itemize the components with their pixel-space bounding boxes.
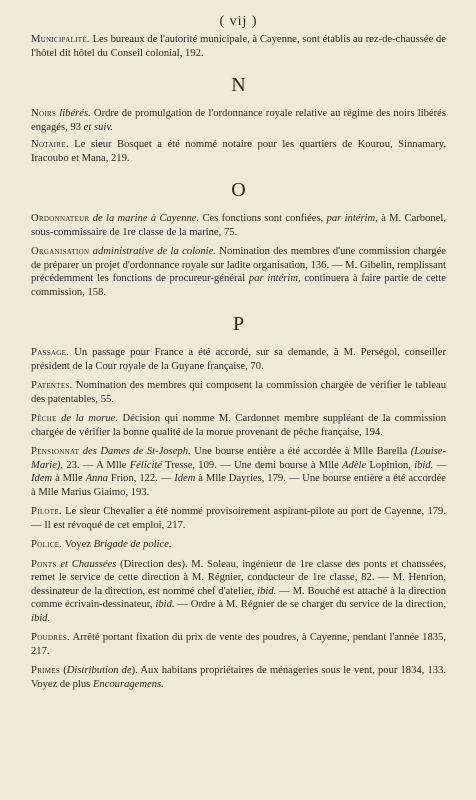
entry-ponts bbox=[31, 558, 446, 626]
entry-pilote bbox=[31, 505, 446, 532]
entry-head: Pilote. bbox=[31, 506, 62, 517]
section-letter-o: O bbox=[231, 179, 246, 201]
entry-text: Le sieur Chevalier a été nommé provisoirement aspirant-pilote au port de Cayenne, 179. — Il est révoqué de cet emploi, 217. bbox=[31, 506, 446, 531]
entry-text: — Ordre à M. Régnier de se charger du service de la direction, bbox=[174, 599, 446, 610]
section-letter-n: N bbox=[231, 74, 246, 96]
entry-notaire bbox=[31, 138, 446, 165]
entry-text: , à M. Carbonel, sous-commissaire de 1re classe de la marine, 75. bbox=[31, 213, 446, 238]
entry-text: , 23. — A Mlle bbox=[60, 459, 130, 471]
entry-head-italic: de la marine à Cayenne. bbox=[89, 213, 200, 224]
entry-italic: par intérim bbox=[326, 213, 376, 224]
entry-text: Tresse, 109. — Une demi bourse à Mlle bbox=[162, 459, 343, 471]
entry-text: ( bbox=[60, 665, 67, 676]
entry-text: Ordre de promulgation de l'ordonnance royale relative au régime des noirs libérés engagés, 93 bbox=[31, 108, 446, 133]
entry-text: Arrêté portant fixation du prix de vente des poudres, à Cayenne, pendant l'année 1835, 217. bbox=[31, 632, 446, 657]
entry-head-italic: libérés. bbox=[56, 108, 91, 119]
entry-text: ). Aux habitans propriétaires de ménageries sous le vent, pour 1834, 133. Voyez de plus bbox=[31, 665, 446, 690]
entry-head: Pensionnat bbox=[31, 446, 80, 457]
entry-head: Notaire. bbox=[31, 139, 69, 150]
entry-text: Nomination des membres d'une commission chargée de préparer un projet d'ordonnance royale sur ladite organisation, 136. — M. Gibelin, remplissant précédemment les fonctions de procureur-général bbox=[31, 246, 446, 284]
entry-italic: Distribution de bbox=[66, 665, 132, 676]
entry-italic: ibid. bbox=[155, 599, 175, 610]
entry-head: Passage. bbox=[31, 347, 70, 358]
entry-head: Patentes. bbox=[31, 380, 73, 391]
page-folio: ( vij ) bbox=[219, 14, 258, 29]
entry-text: Les bureaux de l'autorité municipale, à Cayenne, sont établis au rez-de-chaussée de l'hôtel dit hôtel du Conseil colonial, 192. bbox=[31, 34, 446, 59]
entry-organisation bbox=[31, 245, 446, 299]
entry-text: (Direction des). M. Soleau, ingénieur de 1re classe des ponts et chaussées, remet le service de cette direction à M. Régnier, conducteur de 1re classe, 82. — M. Henrion, dessinateur de la direction, est nommé chef d'atelier, bbox=[31, 558, 446, 597]
entry-italic: ibid. bbox=[257, 585, 277, 597]
entry-italic: Brigade de police. bbox=[93, 539, 172, 550]
entry-text: Le sieur Bosquet a été nommé notaire pour les quartiers de Kourou, Sinnamary, Iracoubo et Mana, 219. bbox=[31, 139, 446, 164]
entry-head-italic: de la morue. bbox=[56, 413, 119, 424]
entry-italic: et suiv. bbox=[83, 121, 113, 133]
entry-text: — M. Bouché est attaché à la direction comme écrivain-dessinateur, bbox=[31, 585, 446, 610]
entry-text: à Mlle Dayries, 179. — Une bourse entière a été accordée à Mlle Marius Giaimo, 193. bbox=[31, 473, 446, 498]
entry-municipalite bbox=[31, 33, 446, 60]
entry-ordonnateur bbox=[31, 212, 446, 239]
entry-noirs bbox=[31, 107, 446, 134]
entry-police bbox=[31, 538, 446, 552]
entry-peche bbox=[31, 412, 446, 439]
entry-head: Pêche bbox=[31, 413, 57, 424]
entry-head: Organisation bbox=[31, 246, 90, 257]
section-letter-p: P bbox=[232, 313, 245, 335]
entry-head-italic: administrative de la colonie. bbox=[89, 246, 216, 257]
entry-pensionnat bbox=[31, 445, 446, 499]
entry-head-italic: des Dames de St-Joseph. bbox=[79, 446, 191, 457]
entry-patentes bbox=[31, 379, 446, 406]
entry-head: Primes bbox=[31, 665, 61, 676]
entry-italic: Félicité bbox=[129, 459, 163, 471]
entry-head: Poudres. bbox=[31, 632, 70, 643]
entry-italic: ibid. — Idem bbox=[31, 459, 446, 484]
entry-text: Nomination des membres qui composent la commission chargée de vérifier le tableau des patentables, 55. bbox=[31, 380, 446, 405]
entry-italic: ibid. bbox=[31, 612, 51, 624]
entry-italic: Anna bbox=[85, 473, 108, 484]
entry-poudres bbox=[31, 631, 446, 658]
entry-italic: Encouragemens. bbox=[92, 678, 164, 690]
entry-italic: par intérim bbox=[248, 273, 298, 284]
entry-head: Police. bbox=[31, 539, 63, 550]
entry-text: Décision qui nomme M. Cardonnet membre suppléant de la commission chargée de vérifier la bonne qualité de la morue provenant de pêche française, 194. bbox=[31, 413, 447, 438]
entry-head: Ordonnateur bbox=[31, 213, 90, 224]
entry-text: à Mlle bbox=[52, 473, 86, 484]
entry-passage bbox=[31, 346, 446, 373]
entry-head: Ponts bbox=[31, 558, 57, 570]
entry-text: Une bourse entière a été accordée à Mlle Barella bbox=[190, 446, 411, 457]
entry-italic: Idem bbox=[174, 473, 196, 484]
entry-text: Voyez bbox=[62, 539, 94, 550]
entry-text: Lopinion, bbox=[366, 459, 415, 471]
entry-head-italic: et Chaussées bbox=[56, 558, 117, 570]
entry-text: Frion, 122. — bbox=[107, 473, 175, 484]
entry-italic: (Louise-Marie) bbox=[31, 446, 446, 471]
entry-italic: Adèle bbox=[342, 459, 367, 471]
entry-text: , continuera à faire partie de cette commission, 158. bbox=[31, 273, 446, 298]
entry-primes bbox=[31, 664, 446, 691]
entry-head: Noirs bbox=[31, 108, 57, 119]
entry-text: Un passage pour France a été accordé, sur sa demande, à M. Perségol, conseiller président de la Cour royale de la Guyane française, 70. bbox=[31, 347, 446, 372]
entry-head: Municipalité. bbox=[31, 34, 90, 45]
entry-text: Ces fonctions sont confiées, bbox=[199, 213, 327, 224]
